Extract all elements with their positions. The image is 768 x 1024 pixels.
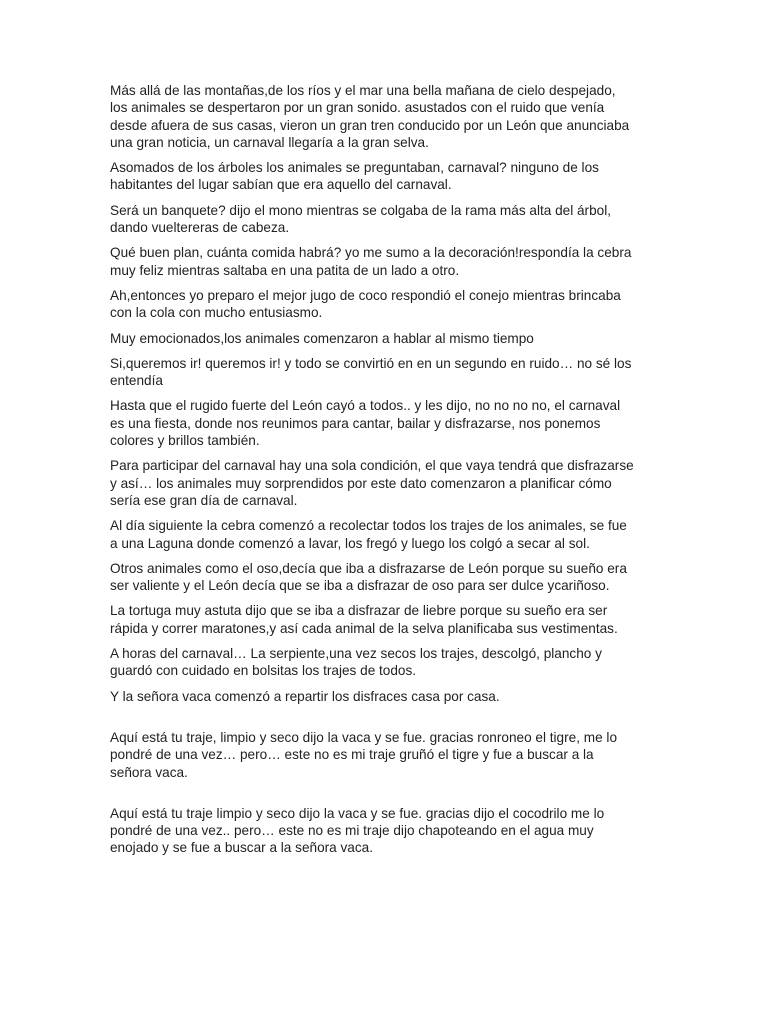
paragraph-10: Al día siguiente la cebra comenzó a recolectar todos los trajes de los animales, se fue a una Laguna donde comenzó a lavar, los fregó y luego los colgó a secar al sol. (110, 518, 627, 551)
paragraph-2: Asomados de los árboles los animales se preguntaban, carnaval? ninguno de los habitantes del lugar sabían que era aquello del carnaval. (110, 160, 599, 193)
document-page (110, 82, 658, 865)
paragraph-11: Otros animales como el oso,decía que iba a disfrazarse de León porque su sueño era ser valiente y el León decía que se iba a disfrazar de oso para ser dulce ycariñoso. (110, 560, 627, 594)
paragraph-13: A horas del carnaval… La serpiente,una vez secos los trajes, descolgó, plancho y guardó con cuidado en bolsitas los trajes de todos. (110, 646, 602, 679)
paragraph-15: Aquí está tu traje, limpio y seco dijo la vaca y se fue. gracias ronroneo el tigre, me lo pondré de una vez… pero… este no es mi traje gruñó el tigre y fue a buscar a la señora vaca. (110, 729, 617, 780)
paragraph-4: Qué buen plan, cuánta comida habrá? yo me sumo a la decoración!respondía la cebra muy feliz mientras saltaba en una patita de un lado a otro. (110, 245, 632, 278)
paragraph-1: Más allá de las montañas,de los ríos y el mar una bella mañana de cielo despejado, los animales se despertaron por un gran sonido. asustados con el ruido que venía desde afuera de sus casas, vieron un gran tren conducido por un León que anunciaba una gran noticia, un carnaval llegaría a la gran selva. (110, 83, 630, 150)
paragraph-14: Y la señora vaca comenzó a repartir los disfraces casa por casa. (110, 688, 500, 704)
paragraph-3: Será un banquete? dijo el mono mientras se colgaba de la rama más alta del árbol, dando vueltereras de cabeza. (110, 202, 612, 236)
paragraph-16: Aquí está tu traje limpio y seco dijo la vaca y se fue. gracias dijo el cocodrilo me lo pondré de una vez.. pero… este no es mi traje dijo chapoteando en el agua muy enojado y se fue a buscar a la señora vaca. (110, 805, 605, 856)
paragraph-6: Muy emocionados,los animales comenzaron a hablar al mismo tiempo (110, 330, 534, 346)
paragraph-7: Si,queremos ir! queremos ir! y todo se convirtió en en un segundo en ruido… no sé los entendía (110, 355, 632, 389)
paragraph-5: Ah,entonces yo preparo el mejor jugo de coco respondió el conejo mientras brincaba con la cola con mucho entusiasmo. (110, 287, 621, 321)
paragraph-12: La tortuga muy astuta dijo que se iba a disfrazar de liebre porque su sueño era ser rápida y correr maratones,y así cada animal de la selva planificaba sus vestimentas. (110, 603, 618, 636)
paragraph-9: Para participar del carnaval hay una sola condición, el que vaya tendrá que disfrazarse y así… los animales muy sorprendidos por este dato comenzaron a planificar cómo sería ese gran día de carnaval. (110, 458, 634, 508)
paragraph-8: Hasta que el rugido fuerte del León cayó a todos.. y les dijo, no no no no, el carnaval es una fiesta, donde nos reunimos para cantar, bailar y disfrazarse, nos ponemos colores y brillos también. (110, 398, 621, 449)
